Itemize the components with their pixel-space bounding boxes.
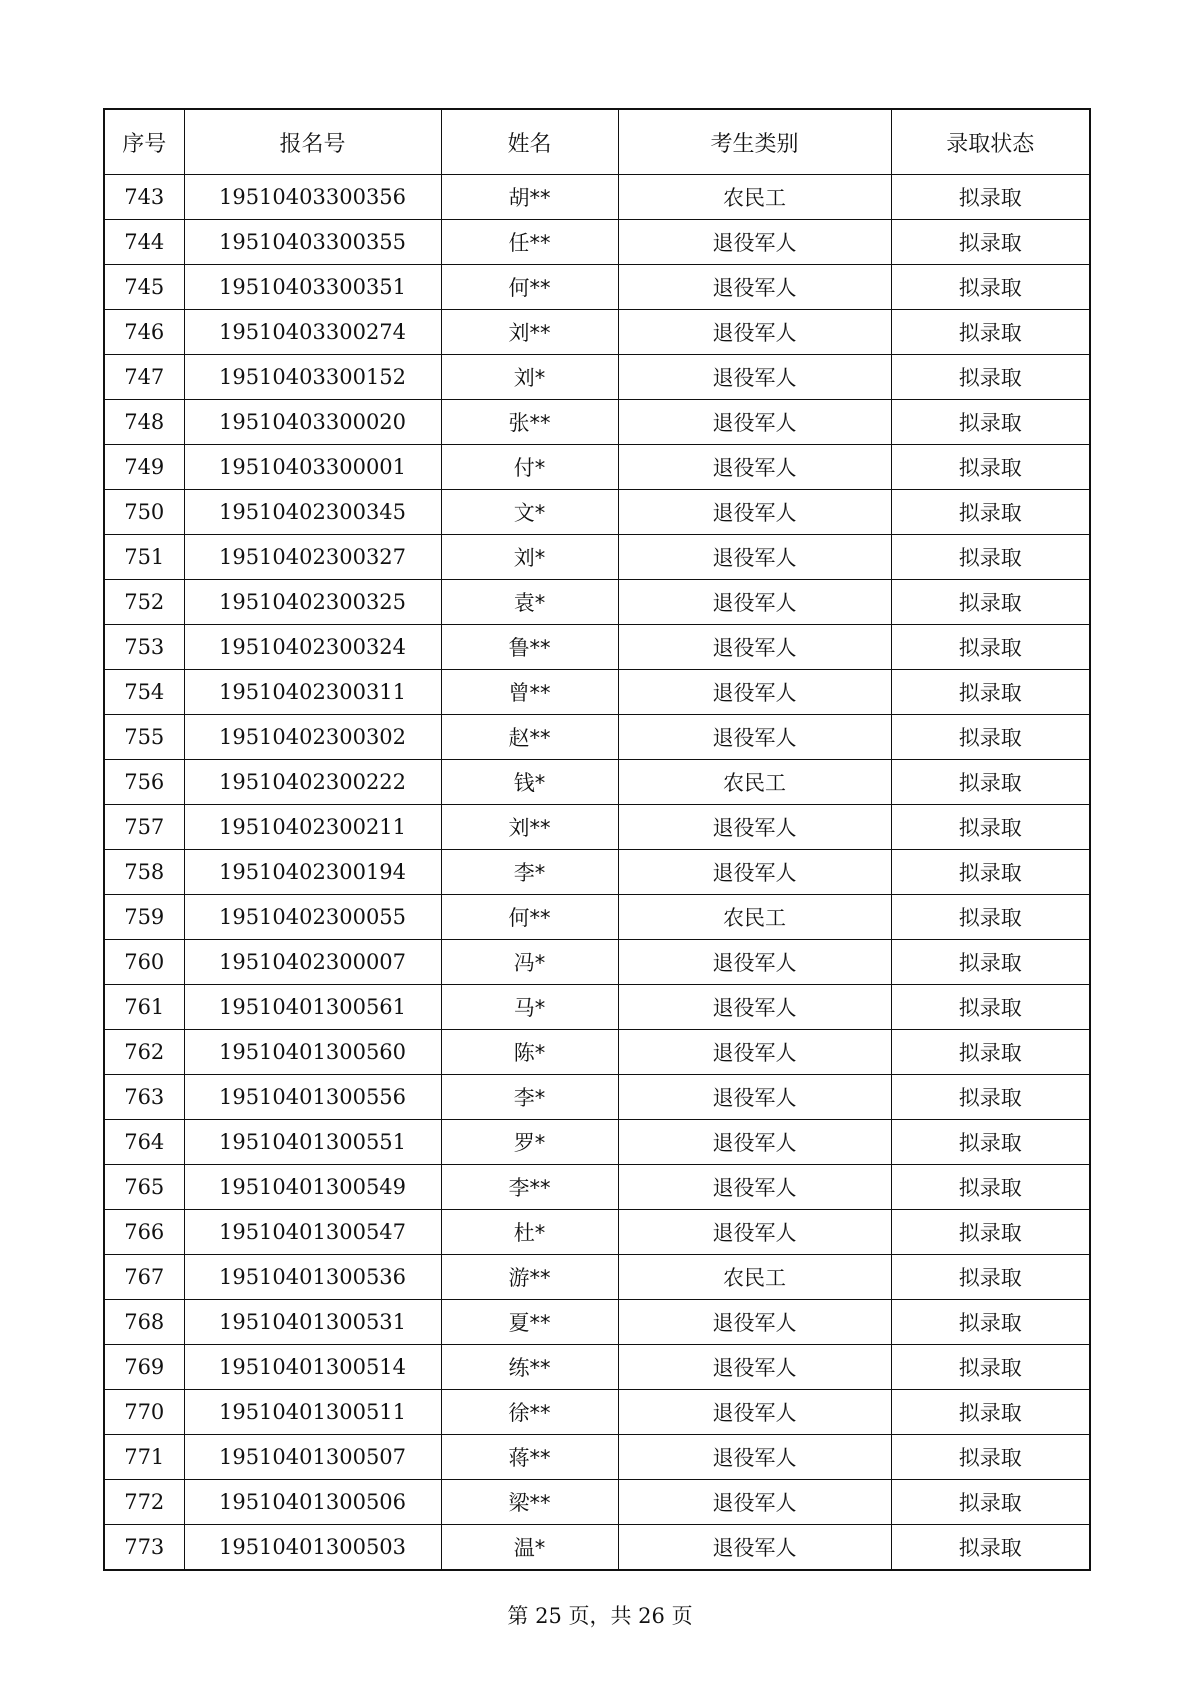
table-row bbox=[104, 310, 1090, 355]
cell-category: 退役军人 bbox=[618, 355, 891, 400]
cell-reg-no: 19510403300152 bbox=[184, 355, 441, 400]
cell-category: 退役军人 bbox=[618, 670, 891, 715]
cell-name: 徐** bbox=[441, 1390, 618, 1435]
cell-reg-no: 19510402300327 bbox=[184, 535, 441, 580]
cell-name: 游** bbox=[441, 1255, 618, 1300]
cell-status: 拟录取 bbox=[891, 1480, 1090, 1525]
cell-reg-no: 19510402300055 bbox=[184, 895, 441, 940]
table-header bbox=[104, 109, 1090, 175]
cell-reg-no: 19510402300325 bbox=[184, 580, 441, 625]
table-row bbox=[104, 445, 1090, 490]
header-reg-no: 报名号 bbox=[184, 109, 441, 175]
cell-seq: 750 bbox=[104, 490, 184, 535]
cell-name: 梁** bbox=[441, 1480, 618, 1525]
header-row bbox=[104, 109, 1090, 175]
cell-seq: 769 bbox=[104, 1345, 184, 1390]
table-row bbox=[104, 535, 1090, 580]
cell-category: 退役军人 bbox=[618, 580, 891, 625]
cell-status: 拟录取 bbox=[891, 625, 1090, 670]
cell-status: 拟录取 bbox=[891, 175, 1090, 220]
table-row bbox=[104, 580, 1090, 625]
cell-reg-no: 19510403300274 bbox=[184, 310, 441, 355]
table-row bbox=[104, 1480, 1090, 1525]
cell-name: 付* bbox=[441, 445, 618, 490]
cell-name: 刘* bbox=[441, 535, 618, 580]
cell-category: 退役军人 bbox=[618, 490, 891, 535]
cell-seq: 745 bbox=[104, 265, 184, 310]
cell-category: 退役军人 bbox=[618, 1165, 891, 1210]
cell-seq: 763 bbox=[104, 1075, 184, 1120]
cell-category: 退役军人 bbox=[618, 1075, 891, 1120]
cell-seq: 748 bbox=[104, 400, 184, 445]
cell-reg-no: 19510401300547 bbox=[184, 1210, 441, 1255]
cell-status: 拟录取 bbox=[891, 985, 1090, 1030]
cell-category: 退役军人 bbox=[618, 1345, 891, 1390]
cell-name: 何** bbox=[441, 265, 618, 310]
cell-seq: 771 bbox=[104, 1435, 184, 1480]
cell-reg-no: 19510403300020 bbox=[184, 400, 441, 445]
cell-name: 曾** bbox=[441, 670, 618, 715]
cell-seq: 744 bbox=[104, 220, 184, 265]
cell-reg-no: 19510402300211 bbox=[184, 805, 441, 850]
cell-status: 拟录取 bbox=[891, 1210, 1090, 1255]
cell-name: 罗* bbox=[441, 1120, 618, 1165]
cell-name: 温* bbox=[441, 1525, 618, 1571]
cell-status: 拟录取 bbox=[891, 850, 1090, 895]
cell-seq: 754 bbox=[104, 670, 184, 715]
cell-seq: 770 bbox=[104, 1390, 184, 1435]
table-row bbox=[104, 220, 1090, 265]
table-row bbox=[104, 1300, 1090, 1345]
cell-category: 退役军人 bbox=[618, 310, 891, 355]
cell-status: 拟录取 bbox=[891, 1030, 1090, 1075]
cell-category: 退役军人 bbox=[618, 940, 891, 985]
cell-seq: 772 bbox=[104, 1480, 184, 1525]
cell-reg-no: 19510403300351 bbox=[184, 265, 441, 310]
cell-name: 蒋** bbox=[441, 1435, 618, 1480]
table-row bbox=[104, 625, 1090, 670]
header-seq: 序号 bbox=[104, 109, 184, 175]
cell-seq: 753 bbox=[104, 625, 184, 670]
cell-name: 刘** bbox=[441, 805, 618, 850]
cell-name: 文* bbox=[441, 490, 618, 535]
table-row bbox=[104, 760, 1090, 805]
cell-name: 李* bbox=[441, 1075, 618, 1120]
cell-status: 拟录取 bbox=[891, 535, 1090, 580]
cell-category: 退役军人 bbox=[618, 1390, 891, 1435]
cell-status: 拟录取 bbox=[891, 1075, 1090, 1120]
cell-seq: 752 bbox=[104, 580, 184, 625]
header-name: 姓名 bbox=[441, 109, 618, 175]
cell-name: 何** bbox=[441, 895, 618, 940]
cell-status: 拟录取 bbox=[891, 1165, 1090, 1210]
cell-status: 拟录取 bbox=[891, 310, 1090, 355]
cell-seq: 758 bbox=[104, 850, 184, 895]
cell-seq: 759 bbox=[104, 895, 184, 940]
cell-name: 李* bbox=[441, 850, 618, 895]
cell-name: 刘* bbox=[441, 355, 618, 400]
table-row bbox=[104, 175, 1090, 220]
table-row bbox=[104, 1210, 1090, 1255]
cell-name: 胡** bbox=[441, 175, 618, 220]
table-row bbox=[104, 1525, 1090, 1571]
cell-status: 拟录取 bbox=[891, 1435, 1090, 1480]
cell-seq: 756 bbox=[104, 760, 184, 805]
table-row bbox=[104, 1255, 1090, 1300]
cell-reg-no: 19510401300561 bbox=[184, 985, 441, 1030]
header-status: 录取状态 bbox=[891, 109, 1090, 175]
table-row bbox=[104, 670, 1090, 715]
cell-category: 退役军人 bbox=[618, 625, 891, 670]
cell-name: 鲁** bbox=[441, 625, 618, 670]
cell-seq: 749 bbox=[104, 445, 184, 490]
cell-category: 退役军人 bbox=[618, 265, 891, 310]
cell-name: 张** bbox=[441, 400, 618, 445]
cell-name: 钱* bbox=[441, 760, 618, 805]
cell-seq: 773 bbox=[104, 1525, 184, 1571]
cell-reg-no: 19510402300222 bbox=[184, 760, 441, 805]
cell-status: 拟录取 bbox=[891, 220, 1090, 265]
cell-seq: 764 bbox=[104, 1120, 184, 1165]
cell-status: 拟录取 bbox=[891, 895, 1090, 940]
cell-seq: 762 bbox=[104, 1030, 184, 1075]
cell-reg-no: 19510401300514 bbox=[184, 1345, 441, 1390]
cell-name: 陈* bbox=[441, 1030, 618, 1075]
cell-reg-no: 19510403300356 bbox=[184, 175, 441, 220]
cell-seq: 761 bbox=[104, 985, 184, 1030]
cell-status: 拟录取 bbox=[891, 580, 1090, 625]
table-row bbox=[104, 1075, 1090, 1120]
cell-status: 拟录取 bbox=[891, 1345, 1090, 1390]
cell-category: 退役军人 bbox=[618, 445, 891, 490]
cell-status: 拟录取 bbox=[891, 355, 1090, 400]
cell-name: 练** bbox=[441, 1345, 618, 1390]
cell-status: 拟录取 bbox=[891, 1120, 1090, 1165]
cell-category: 退役军人 bbox=[618, 805, 891, 850]
cell-reg-no: 19510401300503 bbox=[184, 1525, 441, 1571]
cell-category: 退役军人 bbox=[618, 1120, 891, 1165]
cell-status: 拟录取 bbox=[891, 490, 1090, 535]
cell-reg-no: 19510401300549 bbox=[184, 1165, 441, 1210]
cell-name: 杜* bbox=[441, 1210, 618, 1255]
cell-reg-no: 19510401300551 bbox=[184, 1120, 441, 1165]
cell-status: 拟录取 bbox=[891, 1255, 1090, 1300]
cell-status: 拟录取 bbox=[891, 940, 1090, 985]
cell-category: 退役军人 bbox=[618, 1525, 891, 1571]
cell-reg-no: 19510403300355 bbox=[184, 220, 441, 265]
cell-status: 拟录取 bbox=[891, 760, 1090, 805]
cell-seq: 747 bbox=[104, 355, 184, 400]
cell-seq: 768 bbox=[104, 1300, 184, 1345]
table-row bbox=[104, 715, 1090, 760]
cell-seq: 760 bbox=[104, 940, 184, 985]
cell-seq: 757 bbox=[104, 805, 184, 850]
cell-reg-no: 19510401300556 bbox=[184, 1075, 441, 1120]
table-row bbox=[104, 400, 1090, 445]
cell-reg-no: 19510402300194 bbox=[184, 850, 441, 895]
cell-category: 农民工 bbox=[618, 895, 891, 940]
cell-seq: 766 bbox=[104, 1210, 184, 1255]
cell-name: 李** bbox=[441, 1165, 618, 1210]
cell-reg-no: 19510401300560 bbox=[184, 1030, 441, 1075]
cell-category: 退役军人 bbox=[618, 1480, 891, 1525]
cell-category: 退役军人 bbox=[618, 1300, 891, 1345]
table-row bbox=[104, 490, 1090, 535]
cell-status: 拟录取 bbox=[891, 1390, 1090, 1435]
cell-seq: 743 bbox=[104, 175, 184, 220]
cell-name: 刘** bbox=[441, 310, 618, 355]
cell-category: 退役军人 bbox=[618, 1210, 891, 1255]
cell-status: 拟录取 bbox=[891, 265, 1090, 310]
cell-status: 拟录取 bbox=[891, 400, 1090, 445]
cell-reg-no: 19510402300324 bbox=[184, 625, 441, 670]
cell-seq: 746 bbox=[104, 310, 184, 355]
table-row bbox=[104, 355, 1090, 400]
table-row bbox=[104, 1030, 1090, 1075]
page-number: 第 25 页，共 26 页 bbox=[507, 1604, 693, 1628]
table-row bbox=[104, 1120, 1090, 1165]
admission-table bbox=[103, 108, 1091, 1571]
table-row bbox=[104, 1345, 1090, 1390]
table-row bbox=[104, 1435, 1090, 1480]
cell-category: 农民工 bbox=[618, 175, 891, 220]
cell-status: 拟录取 bbox=[891, 1525, 1090, 1571]
cell-status: 拟录取 bbox=[891, 805, 1090, 850]
cell-category: 退役军人 bbox=[618, 985, 891, 1030]
cell-name: 冯* bbox=[441, 940, 618, 985]
table-row bbox=[104, 985, 1090, 1030]
cell-category: 退役军人 bbox=[618, 850, 891, 895]
cell-name: 马* bbox=[441, 985, 618, 1030]
cell-category: 退役军人 bbox=[618, 220, 891, 265]
header-category: 考生类别 bbox=[618, 109, 891, 175]
cell-name: 赵** bbox=[441, 715, 618, 760]
cell-category: 退役军人 bbox=[618, 715, 891, 760]
cell-reg-no: 19510402300007 bbox=[184, 940, 441, 985]
cell-status: 拟录取 bbox=[891, 715, 1090, 760]
cell-name: 袁* bbox=[441, 580, 618, 625]
table-row bbox=[104, 1165, 1090, 1210]
table-row bbox=[104, 850, 1090, 895]
cell-status: 拟录取 bbox=[891, 445, 1090, 490]
table-row bbox=[104, 940, 1090, 985]
table-row bbox=[104, 265, 1090, 310]
table-row bbox=[104, 1390, 1090, 1435]
cell-reg-no: 19510402300302 bbox=[184, 715, 441, 760]
table-row bbox=[104, 895, 1090, 940]
cell-reg-no: 19510403300001 bbox=[184, 445, 441, 490]
cell-seq: 765 bbox=[104, 1165, 184, 1210]
cell-reg-no: 19510401300531 bbox=[184, 1300, 441, 1345]
cell-reg-no: 19510401300511 bbox=[184, 1390, 441, 1435]
table-row bbox=[104, 805, 1090, 850]
cell-name: 任** bbox=[441, 220, 618, 265]
cell-seq: 751 bbox=[104, 535, 184, 580]
cell-name: 夏** bbox=[441, 1300, 618, 1345]
cell-category: 退役军人 bbox=[618, 400, 891, 445]
cell-reg-no: 19510401300506 bbox=[184, 1480, 441, 1525]
cell-category: 农民工 bbox=[618, 760, 891, 805]
cell-status: 拟录取 bbox=[891, 1300, 1090, 1345]
cell-reg-no: 19510402300345 bbox=[184, 490, 441, 535]
cell-seq: 767 bbox=[104, 1255, 184, 1300]
cell-category: 退役军人 bbox=[618, 1030, 891, 1075]
cell-reg-no: 19510401300507 bbox=[184, 1435, 441, 1480]
cell-category: 退役军人 bbox=[618, 1435, 891, 1480]
cell-reg-no: 19510402300311 bbox=[184, 670, 441, 715]
table-body bbox=[104, 175, 1090, 1571]
cell-status: 拟录取 bbox=[891, 670, 1090, 715]
cell-category: 农民工 bbox=[618, 1255, 891, 1300]
cell-reg-no: 19510401300536 bbox=[184, 1255, 441, 1300]
cell-category: 退役军人 bbox=[618, 535, 891, 580]
cell-seq: 755 bbox=[104, 715, 184, 760]
